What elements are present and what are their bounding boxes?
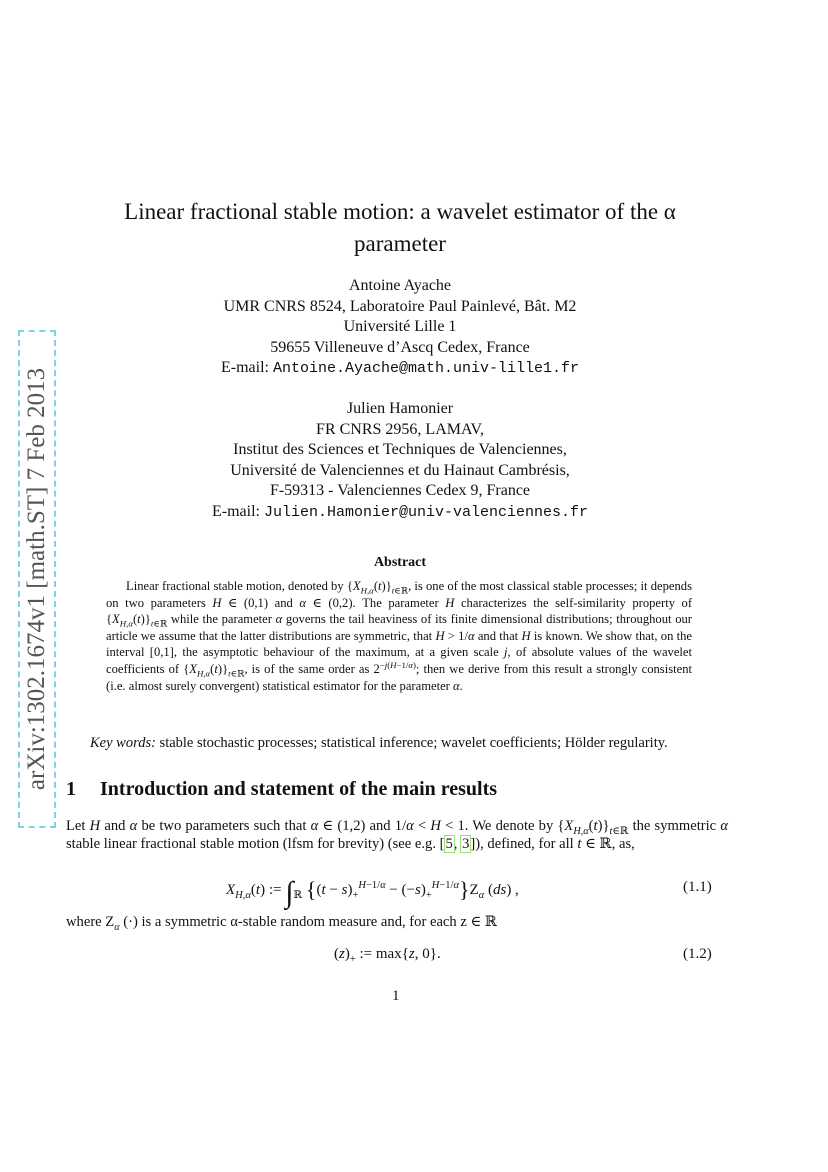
email-line xyxy=(110,358,690,380)
email-label: E-mail: xyxy=(211,502,260,520)
author-block-2 xyxy=(110,399,690,523)
citation-link[interactable]: 5 xyxy=(445,836,453,852)
equation-1-2: $(z)_+$ := max{z, 0}. xyxy=(334,946,441,965)
email-address[interactable]: Antoine.Ayache@math.univ-lille1.fr xyxy=(272,360,580,377)
affiliation-line: 59655 Villeneuve d’Ascq Cedex, France xyxy=(270,338,530,356)
equation-number: (1.1) xyxy=(683,879,712,895)
title-line-1: Linear fractional stable motion: a wavelet estimator of the α xyxy=(124,199,676,224)
email-line xyxy=(110,502,690,524)
paper-title xyxy=(90,196,710,260)
affiliation-line: Université Lille 1 xyxy=(343,318,457,335)
page-number: 1 xyxy=(392,988,400,1004)
where-line: where $Z_\alpha$ (·) is a symmetric α-stable random measure and, for each z ∈ ℝ xyxy=(66,914,498,933)
arxiv-identifier: arXiv:1302.1674v1 [math.ST] 7 Feb 2013 xyxy=(23,367,50,791)
keywords-list: stable stochastic processes; statistical inference; wavelet coefficients; Hölder regularity. xyxy=(159,735,668,751)
equation-number: (1.2) xyxy=(683,946,712,962)
keywords xyxy=(90,735,740,752)
section-number: 1 xyxy=(66,778,76,800)
author-name: Julien Hamonier xyxy=(346,400,454,417)
section-title: Introduction and statement of the main results xyxy=(100,778,498,800)
keywords-label: Key words: xyxy=(90,735,156,751)
author-block-1 xyxy=(110,276,690,380)
arxiv-stamp xyxy=(18,330,56,828)
citation-link[interactable]: 3 xyxy=(462,836,470,852)
title-line-2: parameter xyxy=(354,231,446,256)
abstract-heading: Abstract xyxy=(373,555,427,570)
intro-paragraph: Let H and α be two parameters such that α ∈ (1,2) and 1/α < H < 1. We denote by $\{X_{H,\alpha}(t)\}_{t\in ℝ}$ the symmetric α stable linear fractional stable motion (lfsm for brevity) (see e.g. [5, 3]), defined, for all t ∈ ℝ, as, xyxy=(66,818,729,852)
affiliation-line: UMR CNRS 8524, Laboratoire Paul Painlevé, Bât. M2 xyxy=(223,297,577,315)
email-address[interactable]: Julien.Hamonier@univ-valenciennes.fr xyxy=(263,503,589,521)
section-heading xyxy=(66,778,497,801)
equation-1-1: $X_{H,\alpha}(t)$ := $\int_ℝ$ $\{(t - s)_+^{H-1/\alpha} - (-s)_+^{H-1/\alpha}\}Z_\alpha$ (ds) , xyxy=(226,876,519,909)
affiliation-line: FR CNRS 2956, LAMAV, xyxy=(316,420,484,438)
abstract-text: Linear fractional stable motion, denoted by $\{X_{H,\alpha}(t)\}_{t\in ℝ}$, is one of the most classical stable processes; it depends on two parameters H ∈ (0,1) and α ∈ (0,2). The parameter H characterizes the self-similarity property of $\{X_{H,\alpha}(t)\}_{t\in ℝ}$ while the parameter α governs the tail heaviness of its finite dimensional distributions; throughout our article we assume that the latter distributions are symmetric, that H > 1/α and that H is known. We show that, on the interval [0,1], the asymptotic behaviour of the maximum, at a given scale j, of absolute values of the wavelet coefficients of $\{X_{H,\alpha}(t)\}_{t\in ℝ}$, is of the same order as $2^{-j(H-1/\alpha)}$; then we derive from this result a strongly consistent (i.e. almost surely convergent) statistical estimator for the parameter α. xyxy=(106,579,693,693)
author-name: Antoine Ayache xyxy=(348,277,452,294)
affiliation-line: Université de Valenciennes et du Hainaut Cambrésis, xyxy=(230,461,570,479)
affiliation-line: F-59313 - Valenciennes Cedex 9, France xyxy=(269,482,531,499)
email-label: E-mail: xyxy=(220,359,269,376)
affiliation-line: Institut des Sciences et Techniques de Valenciennes, xyxy=(233,441,567,458)
